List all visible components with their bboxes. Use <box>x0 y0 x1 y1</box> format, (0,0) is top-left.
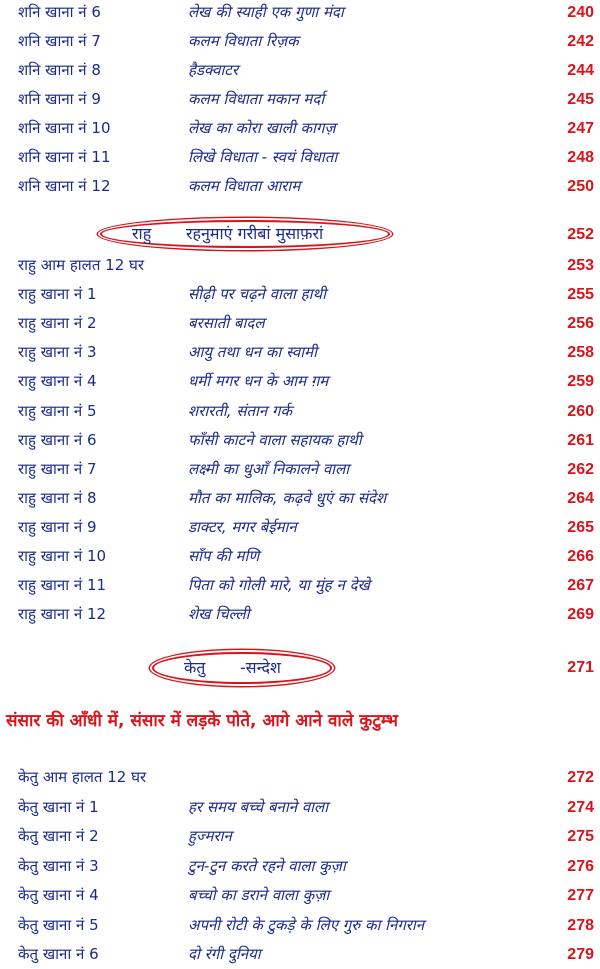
page-number: 274 <box>567 798 594 816</box>
page-number: 255 <box>567 286 594 304</box>
toc-row <box>0 600 600 629</box>
entry-label: राहु खाना नं 8 <box>18 488 97 507</box>
entry-label: शनि खाना नं 9 <box>18 90 101 108</box>
toc-row <box>0 367 600 396</box>
entry-description: हुज्मरान <box>188 827 232 845</box>
toc-row <box>0 484 600 513</box>
entry-description: लेख की स्याही एक गुणा मंदा <box>188 3 344 21</box>
toc-row <box>0 822 600 851</box>
entry-label: शनि खाना नं 11 <box>18 148 111 166</box>
entry-description: कलम विधाता रिज़क <box>188 32 299 50</box>
entry-description: टुन-टुन करते रहने वाला कुज़ा <box>188 856 346 875</box>
entry-description: कलम विधाता आराम <box>188 177 301 195</box>
entry-label: राहु खाना नं 2 <box>18 314 97 333</box>
page-number: 266 <box>567 548 594 565</box>
entry-description: हर समय बच्चे बनाने वाला <box>188 797 329 816</box>
entry-label: केतु खाना नं 5 <box>18 915 99 934</box>
entry-description: साँप की मणि <box>188 547 260 565</box>
entry-description: हैडक्वाटर <box>188 61 239 79</box>
toc-row <box>0 56 600 85</box>
toc-row <box>0 251 600 280</box>
entry-label: केतु खाना नं 3 <box>18 856 99 875</box>
toc-row <box>0 0 600 27</box>
page-number: 262 <box>567 460 594 478</box>
page-number: 244 <box>567 62 594 79</box>
page-number: 247 <box>567 120 594 137</box>
entry-label: शनि खाना नं 12 <box>18 177 111 195</box>
ketu-banner: संसार की आँधी में, संसार में लड़के पोते, आगे आने वाले कुटुम्भ <box>6 711 398 731</box>
toc-row <box>0 513 600 542</box>
entry-description: मौत का मालिक, कढ़वे धुएं का संदेश <box>188 488 387 507</box>
entry-label: केतु खाना नं 1 <box>18 797 99 816</box>
toc-row <box>0 793 600 822</box>
entry-label: राहु खाना नं 7 <box>18 459 97 478</box>
page-number: 269 <box>567 606 594 624</box>
page-number: 256 <box>567 315 594 333</box>
entry-label: राहु खाना नं 3 <box>18 343 97 362</box>
entry-description: लेख का कोरा खाली कागज़ <box>188 119 336 137</box>
entry-description: आयु तथा धन का स्वामी <box>188 343 317 362</box>
rahu-name: राहु <box>132 224 152 243</box>
entry-description: शेख चिल्ली <box>188 605 250 624</box>
entry-label: केतु खाना नं 4 <box>18 886 99 904</box>
page-number: 260 <box>567 402 594 420</box>
toc-row <box>0 143 600 172</box>
entry-label: राहु खाना नं 12 <box>18 605 107 624</box>
page-number: 245 <box>567 91 594 108</box>
page-number: 258 <box>567 344 594 362</box>
page-number: 276 <box>567 857 594 875</box>
entry-label: शनि खाना नं 6 <box>18 3 101 21</box>
entry-description: कलम विधाता मकान मर्दा <box>188 90 325 108</box>
toc-row <box>0 172 600 201</box>
page-number: 279 <box>567 946 594 963</box>
entry-description: पिता को गोली मारे, या मुंह न देखे <box>188 576 370 595</box>
ketu-page: 271 <box>567 659 594 676</box>
toc-row <box>0 571 600 600</box>
page-number: 277 <box>567 887 594 904</box>
entry-description: सीढ़ी पर चढ़ने वाला हाथी <box>188 285 326 304</box>
page-number: 272 <box>567 769 594 786</box>
page-number: 278 <box>567 916 594 934</box>
toc-row <box>0 911 600 940</box>
entry-description: बरसाती बादल <box>188 314 265 333</box>
entry-label: केतु खाना नं 2 <box>18 827 99 845</box>
toc-row <box>0 881 600 910</box>
toc-row <box>0 426 600 455</box>
page-number: 265 <box>567 518 594 536</box>
page-number: 275 <box>567 828 594 845</box>
ketu-name: केतु <box>184 658 206 677</box>
entry-label: राहु खाना नं 1 <box>18 285 97 304</box>
entry-description: धर्मी मगर धन के आम ग़म <box>188 372 329 391</box>
toc-row <box>0 85 600 114</box>
toc-row <box>0 397 600 426</box>
entry-description: शरारती, संतान गर्क <box>188 401 292 420</box>
toc-row <box>0 763 600 792</box>
entry-description: लक्ष्मी का धुआँ निकालने वाला <box>188 459 350 478</box>
toc-row <box>0 280 600 309</box>
entry-label: राहु खाना नं 4 <box>18 372 97 391</box>
toc-row <box>0 114 600 143</box>
entry-description: लिखे विधाता - स्वयं विधाता <box>188 148 338 166</box>
page-number: 240 <box>567 4 594 21</box>
ketu-title: -सन्देश <box>240 658 281 677</box>
entry-label: शनि खाना नं 10 <box>18 119 111 137</box>
toc-row <box>0 455 600 484</box>
entry-label: राहु खाना नं 5 <box>18 401 97 420</box>
entry-label: केतु खाना नं 6 <box>18 945 99 963</box>
page-number: 242 <box>567 33 594 50</box>
entry-label: राहु खाना नं 11 <box>18 576 107 595</box>
entry-label: शनि खाना नं 7 <box>18 32 101 50</box>
page-number: 248 <box>567 149 594 166</box>
page-number: 250 <box>567 178 594 195</box>
toc-row <box>0 27 600 56</box>
toc-row <box>0 852 600 881</box>
toc-row <box>0 309 600 338</box>
page-number: 267 <box>567 577 594 595</box>
entry-label: केतु आम हालत 12 घर <box>18 768 147 786</box>
entry-description: फाँसी काटने वाला सहायक हाथी <box>188 430 362 449</box>
entry-label: शनि खाना नं 8 <box>18 61 101 79</box>
page-number: 261 <box>567 431 594 449</box>
page-number: 253 <box>567 257 594 274</box>
entry-label: राहु खाना नं 6 <box>18 430 97 449</box>
entry-label: राहु आम हालत 12 घर <box>18 256 145 274</box>
entry-label: राहु खाना नं 10 <box>18 547 107 565</box>
toc-row <box>0 940 600 969</box>
entry-description: बच्चो का डराने वाला कुज़ा <box>188 886 330 904</box>
toc-row <box>0 542 600 571</box>
entry-description: डाक्टर, मगर बेईमान <box>188 517 297 536</box>
entry-description: अपनी रोटी के टुकड़े के लिए गुरु का निगरान <box>188 915 425 934</box>
toc-row <box>0 338 600 367</box>
rahu-title: रहनुमाएं गरीबां मुसाफ़रां <box>186 224 324 243</box>
entry-label: राहु खाना नं 9 <box>18 517 97 536</box>
page-number: 259 <box>567 373 594 391</box>
entry-description: दो रंगी दुनिया <box>188 945 261 963</box>
rahu-page: 252 <box>567 226 594 243</box>
page-number: 264 <box>567 489 594 507</box>
